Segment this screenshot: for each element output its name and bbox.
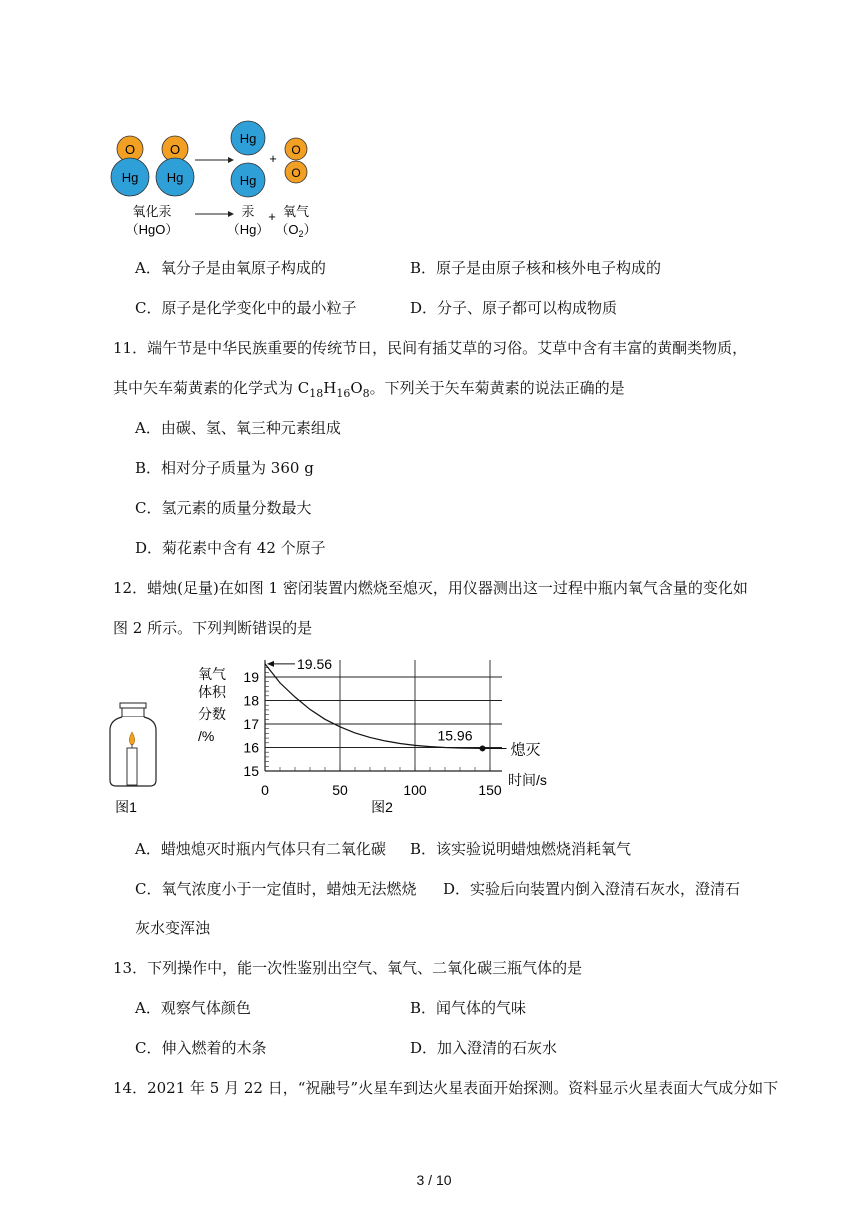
y-axis-title bbox=[198, 666, 227, 744]
o2-formula-label: $(O_2)$ bbox=[275, 222, 317, 239]
y-axis-title-line4: /% bbox=[198, 728, 215, 744]
q11-option-b: B．相对分子质量为 360 g bbox=[135, 459, 314, 477]
y-tick-label: 16 bbox=[243, 739, 259, 756]
oxygen-atom-label: O bbox=[169, 142, 181, 157]
y-axis-title-line1: 氧气 bbox=[198, 666, 226, 682]
x-tick-label: 150 bbox=[478, 782, 502, 798]
plus-sign: + bbox=[268, 209, 276, 224]
q12-option-d-continued: 灰水变浑浊 bbox=[135, 919, 211, 937]
arrow-head-icon bbox=[228, 211, 234, 217]
oxygen-content-chart bbox=[190, 655, 590, 815]
annotation-label: 19.56 bbox=[297, 655, 333, 672]
hgo-name-label: 氧化汞 bbox=[132, 204, 172, 219]
oxygen-atom-label: O bbox=[124, 142, 136, 157]
candle-jar-figure bbox=[104, 700, 164, 830]
x-tick-label: 50 bbox=[332, 782, 348, 798]
jar-neck bbox=[122, 708, 144, 717]
hgo-decomposition-diagram bbox=[100, 118, 440, 243]
hgo-formula-label: （HgO） bbox=[125, 222, 179, 237]
page-number: 3 / 10 bbox=[416, 1172, 452, 1188]
mercury-atom-label: Hg bbox=[166, 170, 184, 185]
mercury-atom-label: Hg bbox=[239, 173, 257, 188]
figure1-label: 图1 bbox=[115, 799, 137, 815]
y-tick-label: 18 bbox=[243, 692, 259, 709]
q10-option-d: D．分子、原子都可以构成物质 bbox=[410, 299, 618, 317]
figure2-label: 图2 bbox=[371, 799, 393, 815]
q12-option-b: B．该实验说明蜡烛燃烧消耗氧气 bbox=[410, 840, 632, 858]
q10-option-a: A．氧分子是由氧原子构成的 bbox=[135, 259, 326, 277]
hg-formula-label: （Hg） bbox=[226, 222, 270, 237]
y-tick-label: 15 bbox=[243, 763, 259, 779]
y-tick-label: 17 bbox=[243, 716, 259, 732]
q11-stem-line1: 11．端午节是中华民族重要的传统节日，民间有插艾草的习俗。艾草中含有丰富的黄酮类物质， bbox=[113, 339, 748, 357]
y-axis-title-line2: 体积 bbox=[198, 684, 226, 700]
q12-stem-line2: 图 2 所示。下列判断错误的是 bbox=[113, 619, 313, 637]
candle bbox=[127, 748, 137, 785]
hg-name-label: 汞 bbox=[241, 204, 255, 219]
x-tick-label: 0 bbox=[261, 782, 269, 798]
y-axis-title-line3: 分数 bbox=[198, 706, 226, 722]
q14-stem: 14．2021 年 5 月 22 日，“祝融号”火星车到达火星表面开始探测。资料显示火星表面大气成分如下 bbox=[113, 1079, 779, 1097]
q11-stem-line2: 其中矢车菊黄素的化学式为 $C_{18}H_{16}O_8$。下列关于矢车菊黄素的说法正确的是 bbox=[113, 379, 625, 400]
q11-option-d: D．菊花素中含有 42 个原子 bbox=[135, 539, 326, 557]
x-tick-label: 100 bbox=[403, 782, 427, 798]
q13-stem: 13．下列操作中，能一次性鉴别出空气、氧气、二氧化碳三瓶气体的是 bbox=[113, 959, 583, 977]
x-axis-title: 时间/s bbox=[508, 772, 547, 788]
plus-sign: + bbox=[269, 151, 277, 166]
q10-option-c: C．原子是化学变化中的最小粒子 bbox=[135, 299, 357, 317]
jar-lid bbox=[120, 703, 146, 708]
mercury-atom-label: Hg bbox=[239, 131, 257, 146]
q12-option-d: D．实验后向装置内倒入澄清石灰水，澄清石 bbox=[443, 880, 741, 898]
y-tick-label: 19 bbox=[243, 669, 259, 685]
oxygen-atom-label: O bbox=[291, 143, 301, 157]
q10-option-b: B．原子是由原子核和核外电子构成的 bbox=[410, 259, 662, 277]
annotation-label: 熄灭 bbox=[510, 741, 541, 759]
annotation-arrow-head bbox=[267, 661, 274, 667]
q11-option-a: A．由碳、氢、氧三种元素组成 bbox=[135, 419, 341, 437]
mercury-atom-label: Hg bbox=[121, 170, 139, 185]
q12-stem-line1: 12．蜡烛(足量)在如图 1 密闭装置内燃烧至熄灭，用仪器测出这一过程中瓶内氧气含量的变化如 bbox=[113, 579, 748, 597]
arrow-head-icon bbox=[228, 157, 234, 163]
oxygen-atom-label: O bbox=[291, 166, 301, 180]
q13-option-c: C．伸入燃着的木条 bbox=[135, 1039, 267, 1057]
q13-option-b: B．闻气体的气味 bbox=[410, 999, 527, 1017]
q11-option-c: C．氢元素的质量分数最大 bbox=[135, 499, 312, 517]
q12-option-a: A．蜡烛熄灭时瓶内气体只有二氧化碳 bbox=[135, 840, 386, 858]
q13-option-a: A．观察气体颜色 bbox=[135, 999, 251, 1017]
annotation-label: 15.96 bbox=[437, 727, 473, 744]
q12-option-c: C．氧气浓度小于一定值时，蜡烛无法燃烧 bbox=[135, 880, 417, 898]
q13-option-d: D．加入澄清的石灰水 bbox=[410, 1039, 558, 1057]
o2-name-label: 氧气 bbox=[282, 204, 310, 219]
